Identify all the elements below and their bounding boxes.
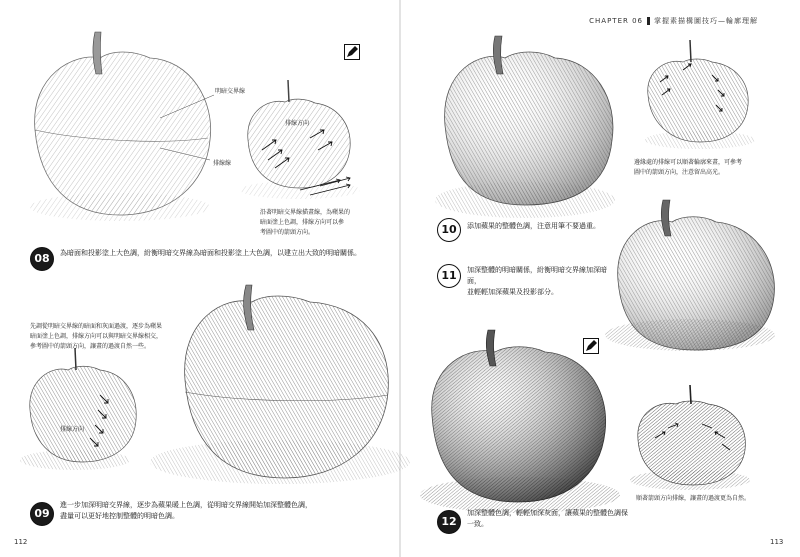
apple-step-09-large — [150, 285, 410, 484]
apple-step-08-large — [30, 32, 211, 221]
note-3: 邊緣處的排線可以順著輪廓來畫，可參考 圖中的箭頭方向，注意留出高光。 — [634, 159, 743, 176]
note-4: 順著箭頭方向排線，讓畫的過渡更為自然。 — [636, 495, 751, 502]
apple-step-12 — [420, 330, 620, 513]
apple-step-10 — [435, 36, 615, 218]
apple-step-12-small — [630, 385, 750, 490]
step-caption-11: 加深整體的明暗關係，紛衡明暗交界線加深暗面， 並輕輕加深蘋果及投影部分。 — [467, 266, 607, 296]
note-1: 沿著明暗交界線描畫線，為蘋果的 暗面塗上色調，排線方向可以參 考圖中的箭頭方向。 — [260, 209, 351, 236]
step-caption-12: 加深整體色調，輕輕加深灰面，讓蘋果的整體色調保 一致。 — [467, 509, 628, 528]
chapter-title: 掌握素描構圖技巧—輪廓理解 — [654, 17, 758, 25]
pencil-tip-icon — [583, 338, 599, 354]
chapter-number: CHAPTER 06 — [589, 17, 643, 25]
step-badge-09: 09 — [30, 502, 54, 526]
label-terminator: 明暗交界線 — [215, 88, 246, 95]
step-caption-08: 為暗面和投影塗上大色調，紛衡明暗交界線為暗面和投影塗上大色調，以建立出大致的明暗關係。 — [60, 249, 361, 257]
label-arrow-direction: 排線方向 — [285, 120, 310, 127]
step-badge-10: 10 — [437, 218, 461, 242]
label-hatching: 排線線 — [213, 160, 232, 167]
step-badge-12: 12 — [437, 510, 461, 534]
page-number-right: 113 — [770, 538, 784, 546]
note-2: 先調從明暗交界線的暗面和灰面過渡，逐步為蘋果 暗面塗上色調，排線方向可以與明暗交界線相交， 參考圖中的箭頭方向，讓畫的過渡自然一些。 — [30, 323, 163, 350]
page-number-left: 112 — [14, 538, 28, 546]
step-caption-10: 添加蘋果的整體色調，注意用筆不要過重。 — [467, 222, 600, 230]
step-caption-09: 進一步加深明暗交界線，逐步為蘋果暖上色調，從明暗交界線開始加深整體色調， 盡量可以更好地控制整體的明暗色調。 — [60, 501, 312, 520]
apple-step-10-small — [645, 40, 755, 149]
step-badge-08: 08 — [30, 247, 54, 271]
step-badge-11: 11 — [437, 264, 461, 288]
apple-step-11 — [605, 200, 775, 351]
apple-step-09-small — [20, 348, 136, 470]
label-arrow-direction-2: 排線方向 — [60, 426, 85, 433]
pencil-tip-icon — [344, 44, 360, 60]
